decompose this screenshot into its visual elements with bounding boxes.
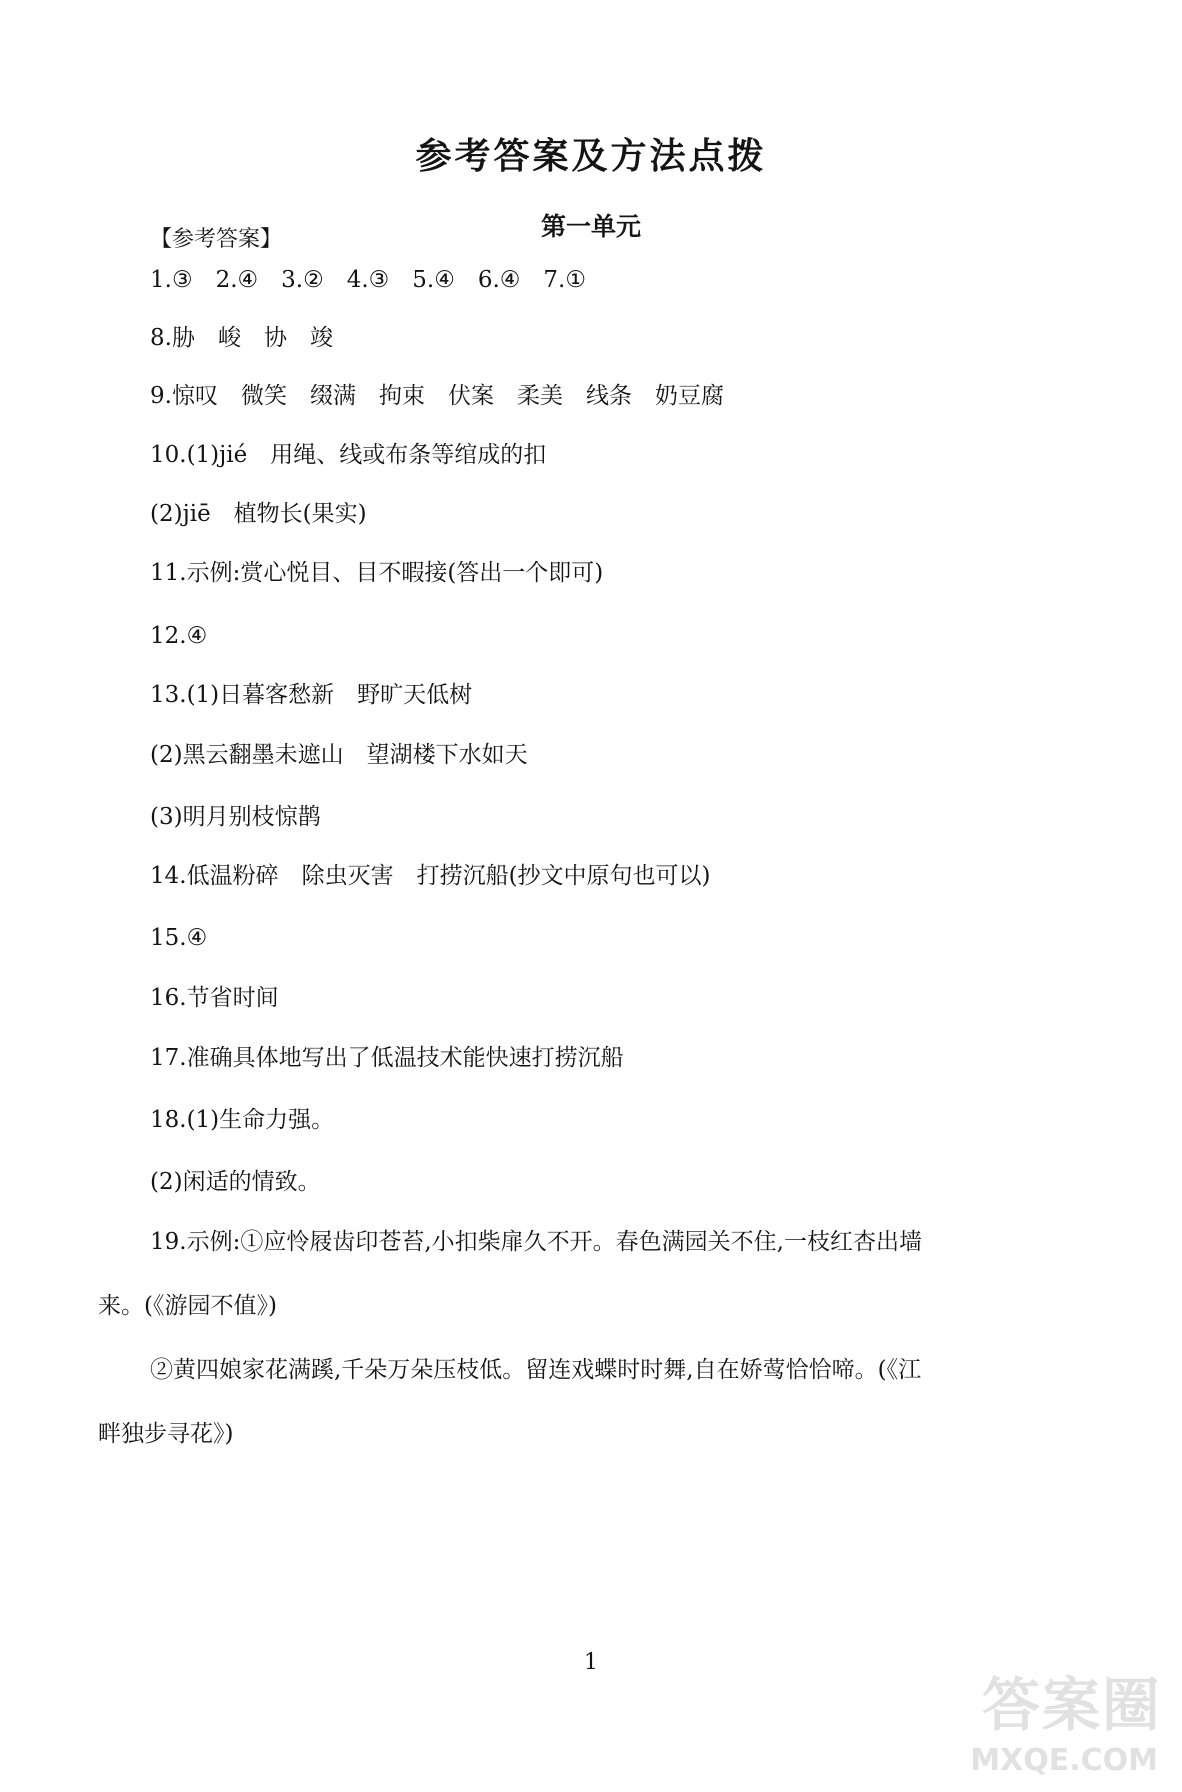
answer-line-15: 15.④ [150, 925, 208, 951]
answer-line-19: 19.示例:①应怜屐齿印苍苔,小扣柴扉久不开。春色满园关不住,一枝红杏出墙 [150, 1229, 922, 1255]
answer-line-17: 17.准确具体地写出了低温技术能快速打捞沉船 [150, 1045, 624, 1071]
answer-line-10-2: (2)jiē 植物长(果实) [150, 501, 367, 527]
answer-line-16: 16.节省时间 [150, 985, 279, 1011]
answer-line-9: 9.惊叹 微笑 缀满 拘束 伏案 柔美 线条 奶豆腐 [150, 383, 724, 409]
watermark-text: 答案圈 [981, 1671, 1162, 1739]
unit-heading: 第一单元 [540, 212, 641, 241]
answer-line-18-1: 18.(1)生命力强。 [150, 1107, 335, 1133]
answer-line-11: 11.示例:赏心悦目、目不暇接(答出一个即可) [150, 560, 604, 586]
answer-line-19-cont: 来。(《游园不值》) [98, 1293, 277, 1319]
answer-line-19-2: ②黄四娘家花满蹊,千朵万朵压枝低。留连戏蝶时时舞,自在娇莺恰恰啼。(《江 [150, 1357, 922, 1383]
answer-line-13-1: 13.(1)日暮客愁新 野旷天低树 [150, 682, 473, 708]
answer-line-13-2: (2)黑云翻墨未遮山 望湖楼下水如天 [150, 742, 528, 768]
answer-line-12: 12.④ [150, 623, 208, 649]
answer-line-8: 8.胁 峻 协 竣 [150, 325, 333, 351]
page-title: 参考答案及方法点拨 [415, 136, 767, 177]
answer-line-14: 14.低温粉碎 除虫灭害 打捞沉船(抄文中原句也可以) [150, 863, 711, 889]
watermark-url: MXQE.COM [970, 1743, 1158, 1778]
answer-line-18-2: (2)闲适的情致。 [150, 1169, 321, 1195]
page-number: 1 [584, 1650, 598, 1675]
answer-line-13-3: (3)明月别枝惊鹊 [150, 804, 321, 830]
answer-line-1: 1.③ 2.④ 3.② 4.③ 5.④ 6.④ 7.① [150, 267, 586, 293]
answer-line-19-2-cont: 畔独步寻花》) [98, 1421, 234, 1447]
answer-line-10-1: 10.(1)jié 用绳、线或布条等绾成的扣 [150, 442, 547, 468]
watermark-logo [952, 1658, 1162, 1778]
section-label: 【参考答案】 [150, 227, 283, 252]
